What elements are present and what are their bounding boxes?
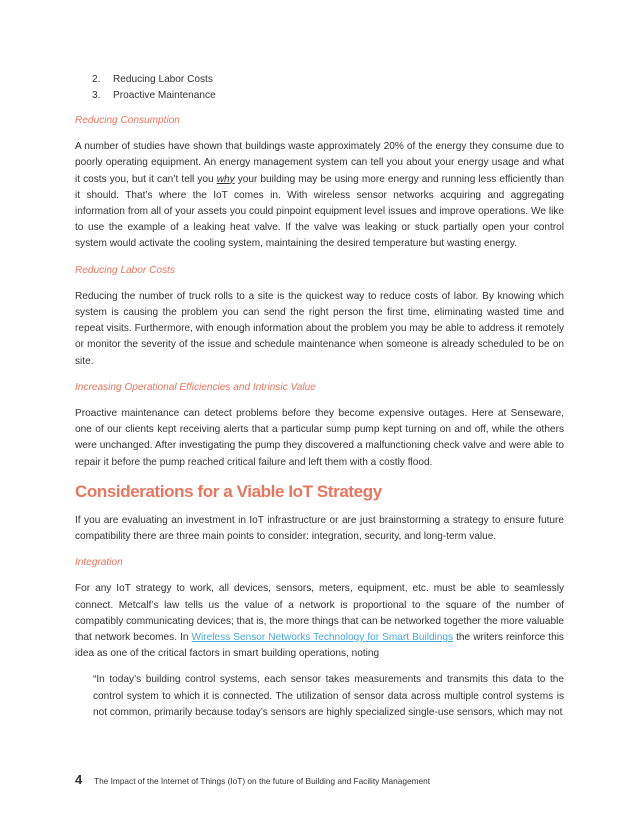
list-item-text: Proactive Maintenance: [113, 90, 216, 101]
paragraph-text: your building may be using more energy and running less efficiently than it should. That’s where the IoT comes in. With wireless sensor networks acquiring and aggregating information from all of your assets you could pinpoint equipment level issues and improve operations. We like to use the example of a leaking heat valve. If the valve was leaking or stuck partially open your control system would activate the cooling system, maintaining the desired temperature but wasting energy.: [75, 173, 564, 250]
list-item-number: 2.: [92, 74, 101, 85]
link-wireless-sensor-networks[interactable]: Wireless Sensor Networks Technology for Smart Buildings: [191, 632, 454, 644]
list-item-number: 3.: [92, 90, 101, 101]
subheading-reducing-consumption: Reducing Consumption: [75, 115, 180, 126]
block-quote: “In today’s building control systems, each sensor takes measurements and transmits this data to the control system to which it is connected. The utilization of sensor data across multiple control systems is not common, primarily because today’s sensors are highly specialized single-use sensors, which may not: [93, 674, 564, 718]
page-number: 4: [75, 772, 83, 787]
page-footer: [75, 772, 575, 789]
paragraph-text: For any IoT strategy to work, all devices, sensors, meters, equipment, etc. must be able to seamlessly connect. Metcalf’s law tells us the value of a network is proportional to the square of the number of compatibly communicating devices; that is, the more things that can be networked together the more valuable that network becomes. In: [75, 583, 564, 644]
paragraph-integration: [75, 581, 564, 662]
paragraph-operational-efficiencies: Proactive maintenance can detect problems before they become expensive outages. Here at Senseware, one of our clients kept receiving alerts that a particular sump pump kept turning on and off, while the others were unchanged. After investigating the pump they discovered a malfunctioning check valve and were able to repair it before the pump reached critical failure and left them with a costly flood.: [75, 408, 564, 468]
numbered-list: [75, 72, 564, 104]
emphasis-why: why: [216, 173, 235, 185]
footer-title: The Impact of the Internet of Things (IoT) on the future of Building and Facility Management: [94, 776, 431, 786]
subheading-reducing-labor: Reducing Labor Costs: [75, 264, 175, 276]
subheading-integration: Integration: [75, 557, 123, 569]
list-item-text: Reducing Labor Costs: [113, 74, 213, 85]
paragraph-considerations: If you are evaluating an investment in IoT infrastructure or are just brainstorming a strategy to ensure future compatibility there are three main points to consider: integration, security, and long-term value.: [75, 514, 564, 543]
list-item: [75, 88, 564, 104]
paragraph-reducing-labor: Reducing the number of truck rolls to a site is the quickest way to reduce costs of labor. By knowing which system is causing the problem you can send the right person the first time, eliminating wasted time and repeat visits. Furthermore, with enough information about the problem you may be able to address it remotely or monitor the severity of the issue and schedule maintenance when someone is already scheduled to be on site.: [75, 290, 564, 367]
page-content: [75, 72, 564, 721]
subheading-operational-efficiencies: Increasing Operational Efficiencies and Intrinsic Value: [75, 381, 316, 393]
paragraph-text: the writers reinforce this idea as one of the critical factors in smart building operations, noting: [75, 632, 564, 660]
paragraph-text: A number of studies have shown that buildings waste approximately 20% of the energy they consume due to poorly operating equipment. An energy management system can tell you about your energy usage and what it costs you, but it can’t tell you: [75, 141, 564, 185]
section-heading-considerations: Considerations for a Viable IoT Strategy: [75, 481, 382, 501]
paragraph-reducing-consumption: [75, 139, 564, 252]
list-item: [75, 72, 564, 88]
